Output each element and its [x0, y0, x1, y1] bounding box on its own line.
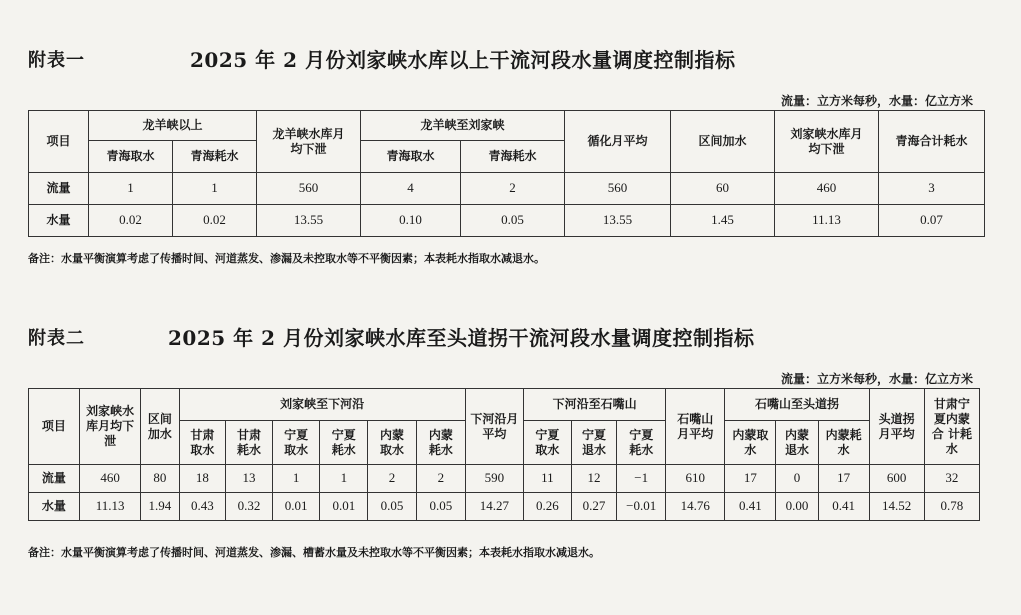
- table2-footnote: 备注：水量平衡演算考虑了传播时间、河道蒸发、渗漏、槽蓄水量及未控取水等不平衡因素；本表耗水指取水减退水。: [28, 546, 600, 559]
- table2-cell: 32: [924, 465, 979, 493]
- table1-header-qh-consume: 青海耗水: [173, 141, 257, 173]
- table2-cell: 1: [320, 465, 368, 493]
- table2-header-interval: 区间加水: [141, 389, 179, 465]
- table1-header-interval: 区间加水: [671, 111, 775, 173]
- table2-cell: 610: [666, 465, 725, 493]
- table2-cell: 0.27: [571, 493, 617, 521]
- table1-title: 2025 年 2 月份刘家峡水库以上干流河段水量调度控制指标: [190, 48, 736, 72]
- table2-cell: 460: [79, 465, 140, 493]
- table2-cell: 0.41: [725, 493, 776, 521]
- table2-cell: 17: [818, 465, 869, 493]
- table1-header-qh-consume2: 青海耗水: [461, 141, 565, 173]
- table1-cell: 1.45: [671, 205, 775, 237]
- table2-header-nx-take: 宁夏取水: [272, 421, 320, 465]
- table2-header-nx-consume2: 宁夏耗水: [617, 421, 666, 465]
- table2-cell: 0.05: [368, 493, 417, 521]
- table2-cell: 14.52: [869, 493, 924, 521]
- table1-header-item: 项目: [29, 111, 89, 173]
- table1-row-flow: [29, 173, 985, 205]
- table2-row-label: 流量: [29, 465, 80, 493]
- table1-cell: 11.13: [775, 205, 879, 237]
- table2-header-nm-consume2: 内蒙耗水: [818, 421, 869, 465]
- table2-header-nm-return: 内蒙退水: [776, 421, 818, 465]
- table2-header-gs-consume: 甘肃耗水: [226, 421, 273, 465]
- table2-cell: 14.27: [465, 493, 523, 521]
- table1-header-qh-take2: 青海取水: [361, 141, 461, 173]
- table2-header-nm-take2: 内蒙取水: [725, 421, 776, 465]
- table2-header-toudaoguai: 头道拐月平均: [869, 389, 924, 465]
- table1-title-row: [0, 44, 1021, 74]
- table2-cell: 0.00: [776, 493, 818, 521]
- table2-cell: 2: [416, 465, 465, 493]
- table2-cell: 600: [869, 465, 924, 493]
- table1: [28, 110, 985, 237]
- table1-label: 附表一: [28, 50, 85, 71]
- table1-header-group-longyang: 龙羊峡以上: [89, 111, 257, 141]
- table2-header-xiaheyan: 下河沿月平均: [465, 389, 523, 465]
- table1-cell: 460: [775, 173, 879, 205]
- table2-cell: 0.01: [272, 493, 320, 521]
- table2-cell: 1.94: [141, 493, 179, 521]
- table1-cell: 560: [257, 173, 361, 205]
- table2-header-shizuishan: 石嘴山月平均: [666, 389, 725, 465]
- table2-header-nm-consume: 内蒙耗水: [416, 421, 465, 465]
- table2-header-group-szs-tdg: 石嘴山至头道拐: [725, 389, 869, 421]
- table2-cell: 17: [725, 465, 776, 493]
- table1-cell: 0.10: [361, 205, 461, 237]
- table2-cell: 1: [272, 465, 320, 493]
- table2-cell: 590: [465, 465, 523, 493]
- table1-row-volume: [29, 205, 985, 237]
- table1-cell: 1: [173, 173, 257, 205]
- table1-cell: 0.05: [461, 205, 565, 237]
- table1-cell: 0.02: [173, 205, 257, 237]
- table1-cell: 560: [565, 173, 671, 205]
- table2-title: 2025 年 2 月份刘家峡水库至头道拐干流河段水量调度控制指标: [168, 326, 755, 350]
- table2-row-label: 水量: [29, 493, 80, 521]
- table2-header-nx-consume: 宁夏耗水: [320, 421, 368, 465]
- table2-cell: 0.41: [818, 493, 869, 521]
- table2-row-volume: [29, 493, 980, 521]
- table1-cell: 4: [361, 173, 461, 205]
- table2-cell: 0.32: [226, 493, 273, 521]
- table1-cell: 0.02: [89, 205, 173, 237]
- table1-cell: 2: [461, 173, 565, 205]
- table1-cell: 1: [89, 173, 173, 205]
- table2-header-group-lj-xhy: 刘家峡至下河沿: [179, 389, 465, 421]
- table1-header-qh-total: 青海合计耗水: [879, 111, 985, 173]
- table2-header-total: 甘肃宁夏内蒙合 计耗 水: [924, 389, 979, 465]
- table1-cell: 60: [671, 173, 775, 205]
- table2-header-group-xhy-szs: 下河沿至石嘴山: [524, 389, 666, 421]
- table1-row-label: 水量: [29, 205, 89, 237]
- table2-header-liujia-out: 刘家峡水库月均下泄: [79, 389, 140, 465]
- table2-cell: 0: [776, 465, 818, 493]
- table2-header-nm-take: 内蒙取水: [368, 421, 417, 465]
- table2-cell: 0.43: [179, 493, 226, 521]
- table2-cell: 11.13: [79, 493, 140, 521]
- table2-cell: 0.01: [320, 493, 368, 521]
- table2-cell: 0.26: [524, 493, 572, 521]
- table1-footnote: 备注：水量平衡演算考虑了传播时间、河道蒸发、渗漏及未控取水等不平衡因素；本表耗水指取水减退水。: [28, 252, 545, 265]
- table2-cell: 11: [524, 465, 572, 493]
- table2-row-flow: [29, 465, 980, 493]
- table2-header-nx-return: 宁夏退水: [571, 421, 617, 465]
- table1-row-label: 流量: [29, 173, 89, 205]
- table2-header-item: 项目: [29, 389, 80, 465]
- table2-cell: 0.78: [924, 493, 979, 521]
- table2-label: 附表二: [28, 328, 85, 349]
- table1-cell: 13.55: [257, 205, 361, 237]
- table2-header-nx-take2: 宁夏取水: [524, 421, 572, 465]
- table2-cell: 14.76: [666, 493, 725, 521]
- table2-header-gs-take: 甘肃取水: [179, 421, 226, 465]
- table1-header-xunhua: 循化月平均: [565, 111, 671, 173]
- table1-cell: 3: [879, 173, 985, 205]
- table2-cell: 12: [571, 465, 617, 493]
- table2-title-row: [0, 322, 1021, 352]
- table1-header-liujia-out: 刘家峡水库月均下泄: [775, 111, 879, 173]
- table2-cell: 80: [141, 465, 179, 493]
- table2-cell: 0.05: [416, 493, 465, 521]
- table1-unit-note: 流量：立方米每秒，水量：亿立方米: [780, 94, 973, 108]
- table2: [28, 388, 980, 521]
- table1-header-longyang-out: 龙羊峡水库月均下泄: [257, 111, 361, 173]
- table2-cell: 2: [368, 465, 417, 493]
- table1-header-group-lj: 龙羊峡至刘家峡: [361, 111, 565, 141]
- table2-cell: −1: [617, 465, 666, 493]
- table1-cell: 13.55: [565, 205, 671, 237]
- table2-cell: 18: [179, 465, 226, 493]
- table1-cell: 0.07: [879, 205, 985, 237]
- table2-unit-note: 流量：立方米每秒，水量：亿立方米: [780, 372, 973, 386]
- table2-cell: −0.01: [617, 493, 666, 521]
- table2-cell: 13: [226, 465, 273, 493]
- table1-header-qh-take: 青海取水: [89, 141, 173, 173]
